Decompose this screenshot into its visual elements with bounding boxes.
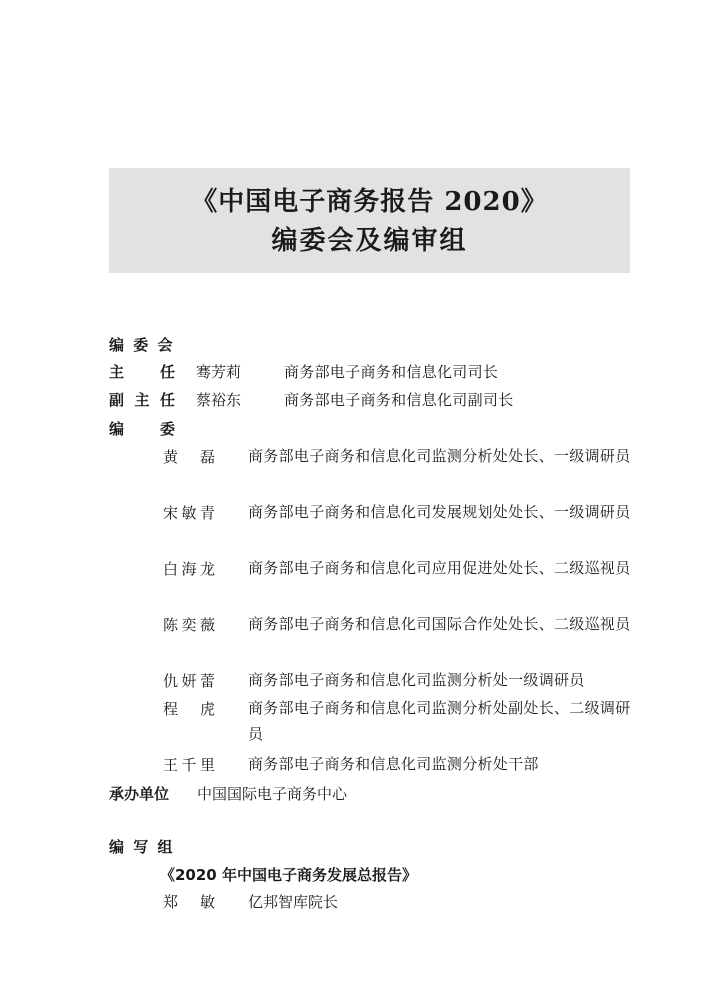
committee-heading: 编 委 会 bbox=[109, 336, 175, 354]
member-title: 商务部电子商务和信息化司应用促进处处长、二级巡视员 bbox=[248, 559, 631, 577]
writing-group-heading: 编 写 组 bbox=[109, 838, 175, 856]
director-name: 骞芳莉 bbox=[196, 363, 242, 381]
author-title: 亿邦智库院长 bbox=[248, 893, 339, 911]
member-name: 王千里 bbox=[163, 756, 215, 774]
organizer-label: 承办单位 bbox=[109, 785, 170, 803]
deputy-label: 副 主 任 bbox=[109, 391, 175, 409]
director-label: 主 任 bbox=[109, 363, 175, 381]
member-title: 商务部电子商务和信息化司监测分析处干部 bbox=[248, 755, 539, 773]
title-banner bbox=[109, 168, 630, 273]
deputy-title: 商务部电子商务和信息化司副司长 bbox=[284, 391, 514, 409]
author-name: 郑 敏 bbox=[163, 893, 215, 911]
members-label: 编 委 bbox=[109, 420, 175, 438]
member-name: 陈奕薇 bbox=[163, 616, 215, 634]
director-title: 商务部电子商务和信息化司司长 bbox=[284, 363, 499, 381]
report-subtitle: 编委会及编审组 bbox=[271, 226, 468, 256]
report-section-title: 《2020 年中国电子商务发展总报告》 bbox=[160, 866, 417, 884]
member-name: 程 虎 bbox=[163, 700, 215, 718]
member-name: 仇妍蕾 bbox=[163, 672, 215, 690]
member-title: 商务部电子商务和信息化司国际合作处处长、二级巡视员 bbox=[248, 615, 631, 633]
report-title: 《中国电子商务报告 2020》 bbox=[191, 187, 548, 217]
member-name: 白海龙 bbox=[163, 560, 215, 578]
member-title: 商务部电子商务和信息化司发展规划处处长、一级调研员 bbox=[248, 503, 631, 521]
member-name: 宋敏青 bbox=[163, 504, 215, 522]
member-title: 商务部电子商务和信息化司监测分析处一级调研员 bbox=[248, 671, 585, 689]
member-title: 商务部电子商务和信息化司监测分析处处长、一级调研员 bbox=[248, 447, 631, 465]
member-name: 黄 磊 bbox=[163, 448, 215, 466]
member-title: 商务部电子商务和信息化司监测分析处副处长、二级调研员 bbox=[248, 699, 631, 743]
organizer-name: 中国国际电子商务中心 bbox=[197, 785, 348, 803]
deputy-name: 蔡裕东 bbox=[196, 391, 242, 409]
